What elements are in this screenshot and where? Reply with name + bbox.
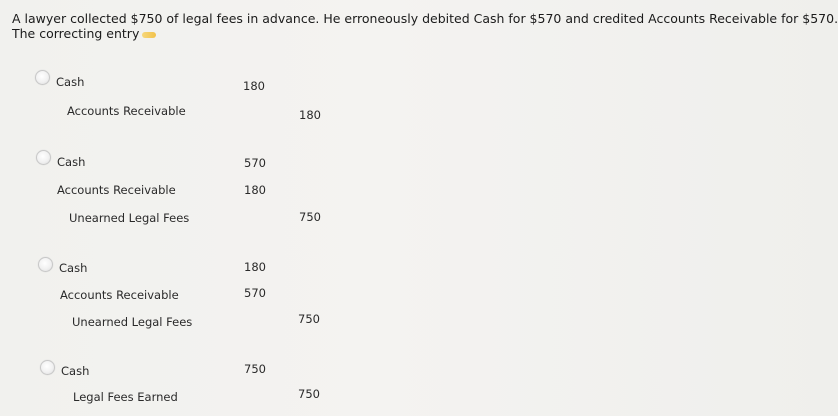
radio-option-b[interactable] <box>36 150 51 165</box>
question-line-2 <box>12 26 692 41</box>
option-b-row-1-debit: 570 <box>244 156 266 170</box>
radio-option-c[interactable] <box>38 257 53 272</box>
radio-option-d[interactable] <box>40 360 55 375</box>
option-c-row-2-account: Accounts Receivable <box>60 288 179 302</box>
option-b-row-2-account: Accounts Receivable <box>57 183 176 197</box>
option-d-row-1-debit: 750 <box>244 362 266 376</box>
ellipsis-icon <box>142 32 156 38</box>
option-b-row-3-credit: 750 <box>299 210 321 224</box>
radio-option-a[interactable] <box>35 70 50 85</box>
option-c-row-3-account: Unearned Legal Fees <box>72 315 193 329</box>
option-a-row-1-debit: 180 <box>243 79 265 93</box>
option-c-row-3-credit: 750 <box>298 312 320 326</box>
question-line-1: A lawyer collected $750 of legal fees in advance. He erroneously debited Cash for $570 and credited Accounts Receivable for $570. <box>12 11 838 26</box>
option-d-row-1-account: Cash <box>61 364 90 378</box>
option-d-row-2-credit: 750 <box>298 387 320 401</box>
option-b-row-2-debit: 180 <box>244 183 266 197</box>
question-line-2-text: The correcting entry <box>12 26 140 41</box>
option-a-row-2-credit: 180 <box>299 108 321 122</box>
option-a-row-2-account: Accounts Receivable <box>67 104 186 118</box>
option-b-row-1-account: Cash <box>57 155 86 169</box>
question-text <box>12 11 838 41</box>
option-d-row-2-account: Legal Fees Earned <box>73 390 178 404</box>
option-c-row-1-account: Cash <box>59 261 88 275</box>
option-c-row-1-debit: 180 <box>244 260 266 274</box>
option-c-row-2-debit: 570 <box>244 286 266 300</box>
option-b-row-3-account: Unearned Legal Fees <box>69 211 190 225</box>
option-a-row-1-account: Cash <box>56 75 85 89</box>
